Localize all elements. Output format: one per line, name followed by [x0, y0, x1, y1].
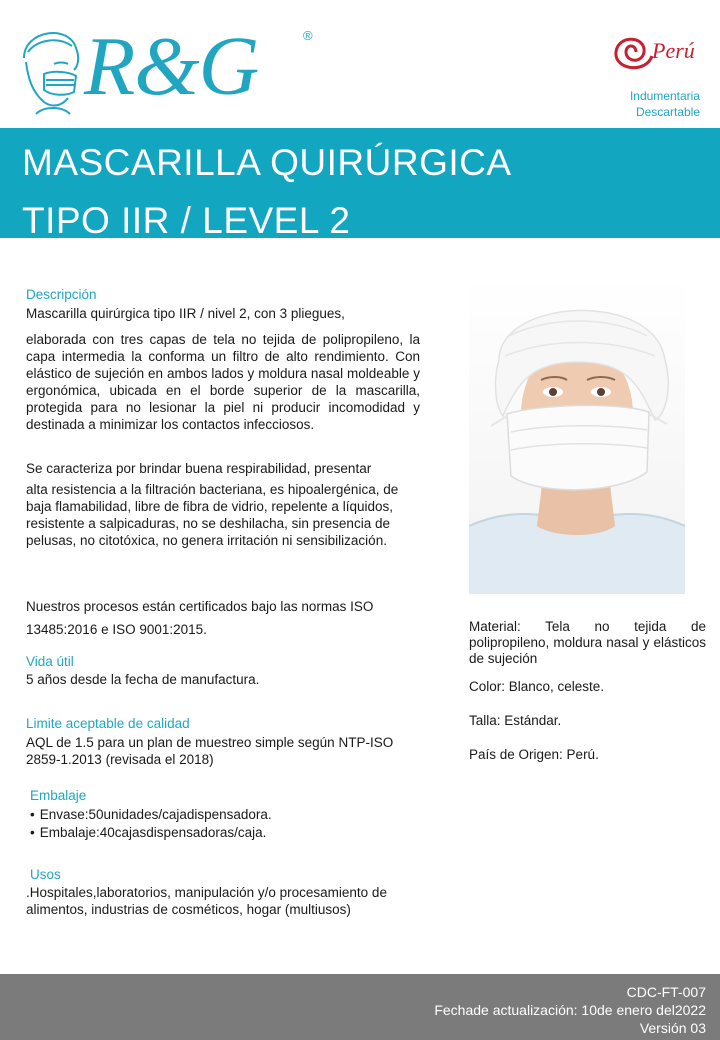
certification-line2: 13485:2016 e ISO 9001:2015.: [26, 622, 207, 637]
product-photo: [469, 276, 685, 594]
shelf-life-heading: Vida útil: [26, 654, 74, 669]
uses-value: .Hospitales,laboratorios, manipulación y/o procesamiento de alimentos, industrias de cosméticos, hogar (multiusos): [26, 885, 387, 917]
description-para2-line1: Se caracteriza por brindar buena respirabilidad, presentar: [26, 461, 372, 476]
description-para1: elaborada con tres capas de tela no tejida de polipropileno, la capa intermedia la conforma un filtro de alto rendimiento. Con elástico de sujeción en ambos lados y moldura nasal moldeable y ergonómica, ubicada en el borde superior de la mascarilla, protegida para no lesionar la piel ni producir incomodidad y destinada a minimizar los contactos infecciosos.: [26, 332, 420, 432]
quality-heading: Limite aceptable de calidad: [26, 716, 190, 731]
tagline-line1: Indumentaria: [629, 89, 700, 103]
shelf-life-value: 5 años desde la fecha de manufactura.: [26, 672, 260, 687]
peru-brand-logo: [612, 22, 712, 78]
peru-logo-text: Perú: [652, 38, 695, 63]
spec-origin: País de Origen: Perú.: [469, 747, 599, 762]
description-line1: Mascarilla quirúrgica tipo IIR / nivel 2, con 3 pliegues,: [26, 306, 345, 321]
description-heading: Descripción: [26, 287, 97, 302]
quality-value: AQL de 1.5 para un plan de muestreo simple según NTP-ISO 2859-1.2013 (revisada el 2018): [26, 735, 394, 767]
mask-face-logo-icon: [14, 18, 86, 118]
version: Versión 03: [639, 1020, 706, 1036]
spec-size: Talla: Estándar.: [469, 713, 562, 728]
registered-mark: ®: [303, 28, 313, 43]
brand-logo: R&G: [84, 20, 259, 113]
update-date: Fechade actualización: 10de enero del2022: [434, 1002, 706, 1018]
tagline: [580, 88, 700, 120]
description-para2: alta resistencia a la filtración bacteriana, es hipoalergénica, de baja flamabilidad, libre de fibra de vidrio, repelente a líquidos, resistente a salpicaduras, no se deshilacha, sin presencia de pelusas, no citotóxica, no genera irritación ni sensibilización.: [26, 482, 399, 548]
tagline-line2: Descartable: [635, 105, 700, 119]
packaging-heading: Embalaje: [30, 788, 87, 803]
title-banner: [0, 128, 720, 238]
packaging-item: • Embalaje:40cajasdispensadoras/caja.: [30, 824, 272, 842]
spec-color: Color: Blanco, celeste.: [469, 679, 605, 694]
uses-heading: Usos: [30, 867, 61, 882]
title-line1: MASCARILLA QUIRÚRGICA: [22, 142, 512, 183]
packaging-list: [30, 806, 272, 842]
certification-line1: Nuestros procesos están certificados bajo las normas ISO: [26, 599, 374, 614]
footer-bar: [0, 974, 720, 1040]
title-line2: TIPO IIR / LEVEL 2: [22, 200, 351, 238]
document-code: CDC-FT-007: [626, 984, 706, 1000]
spec-material: Material: Tela no tejida de polipropileno, moldura nasal y elásticos de sujeción: [469, 619, 706, 666]
packaging-item: • Envase:50unidades/cajadispensadora.: [30, 806, 272, 824]
